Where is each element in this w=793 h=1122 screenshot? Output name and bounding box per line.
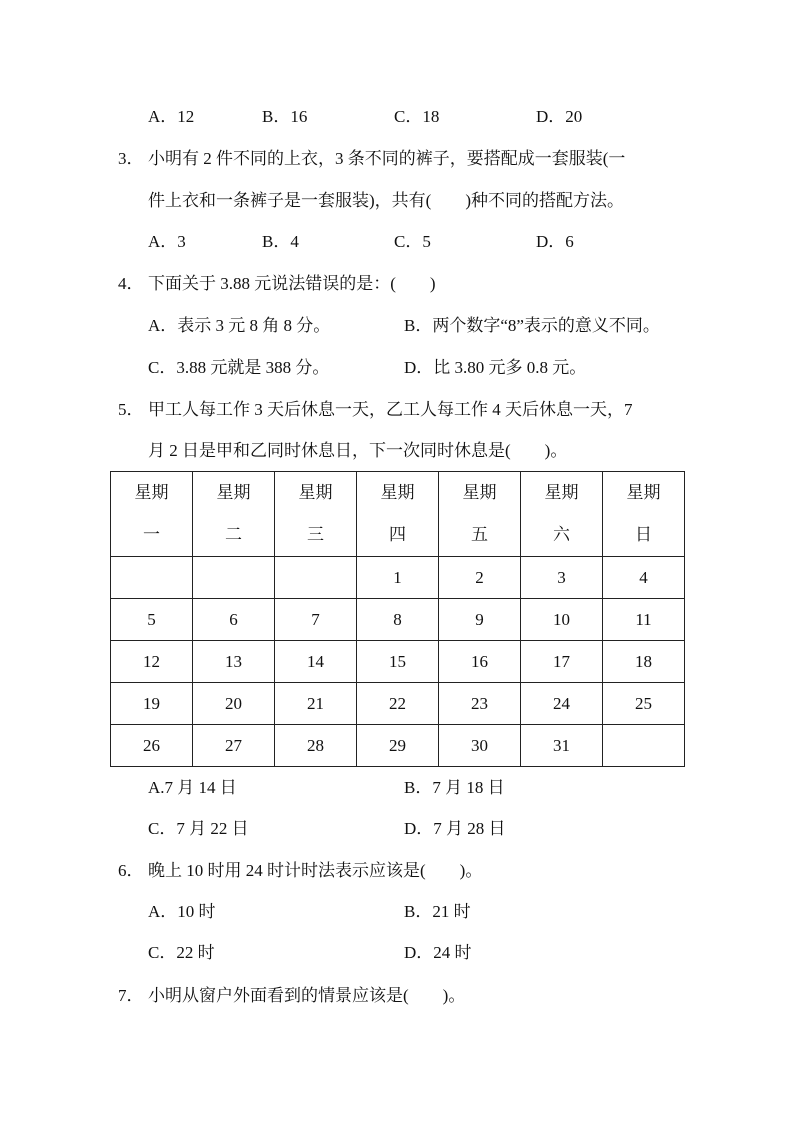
q4-option-d: D．比 3.80 元多 0.8 元。 — [404, 358, 587, 377]
calendar-cell: 13 — [193, 641, 275, 683]
q4-option-b: B．两个数字“8”表示的意义不同。 — [404, 316, 660, 335]
q2-option-a: A．12 — [148, 107, 195, 126]
calendar-cell: 23 — [439, 683, 521, 725]
calendar-cell: 27 — [193, 725, 275, 767]
header-cell: 星期 日 — [603, 472, 685, 557]
q6-number: 6． — [118, 861, 144, 880]
q5-option-c: C．7 月 22 日 — [148, 819, 249, 838]
q5-option-a: A.7 月 14 日 — [148, 778, 237, 797]
q6-text: 晚上 10 时用 24 时计时法表示应该是( )。 — [148, 861, 483, 880]
q3-text-line2: 件上衣和一条裤子是一套服装)，共有( )种不同的搭配方法。 — [148, 191, 624, 210]
calendar-cell: 11 — [603, 599, 685, 641]
calendar-cell: 6 — [193, 599, 275, 641]
q5-number: 5． — [118, 400, 144, 419]
calendar-row — [111, 683, 685, 725]
calendar-cell: 26 — [111, 725, 193, 767]
header-cell: 星期 四 — [357, 472, 439, 557]
q3-number: 3． — [118, 149, 144, 168]
q5-text-line1: 甲工人每工作 3 天后休息一天，乙工人每工作 4 天后休息一天，7 — [148, 400, 633, 419]
calendar-row — [111, 557, 685, 599]
header-cell: 星期 六 — [521, 472, 603, 557]
q4-number: 4． — [118, 274, 144, 293]
calendar-cell: 31 — [521, 725, 603, 767]
calendar-cell: 7 — [275, 599, 357, 641]
q3-option-a: A．3 — [148, 232, 186, 251]
calendar-cell: 28 — [275, 725, 357, 767]
q3-text-line1: 小明有 2 件不同的上衣，3 条不同的裤子，要搭配成一套服装(一 — [148, 149, 626, 168]
calendar-cell: 1 — [357, 557, 439, 599]
calendar-cell: 25 — [603, 683, 685, 725]
q4-text: 下面关于 3.88 元说法错误的是：( ) — [148, 274, 436, 293]
q3-option-c: C．5 — [394, 232, 431, 251]
calendar-cell: 4 — [603, 557, 685, 599]
calendar-cell: 15 — [357, 641, 439, 683]
calendar-row — [111, 599, 685, 641]
calendar-cell: 24 — [521, 683, 603, 725]
calendar-cell: 17 — [521, 641, 603, 683]
calendar-cell: 9 — [439, 599, 521, 641]
q5-option-d: D．7 月 28 日 — [404, 819, 506, 838]
calendar-cell: 2 — [439, 557, 521, 599]
q2-option-b: B．16 — [262, 107, 308, 126]
calendar-cell — [193, 557, 275, 599]
q4-option-a: A．表示 3 元 8 角 8 分。 — [148, 316, 331, 335]
q7-text: 小明从窗户外面看到的情景应该是( )。 — [148, 986, 466, 1005]
calendar-cell: 30 — [439, 725, 521, 767]
q6-option-d: D．24 时 — [404, 943, 472, 962]
q3-option-b: B．4 — [262, 232, 299, 251]
q6-option-c: C．22 时 — [148, 943, 215, 962]
calendar-cell — [111, 557, 193, 599]
calendar-row — [111, 725, 685, 767]
calendar-cell: 21 — [275, 683, 357, 725]
q7-number: 7． — [118, 986, 144, 1005]
calendar-cell: 12 — [111, 641, 193, 683]
calendar-row — [111, 641, 685, 683]
header-cell: 星期 五 — [439, 472, 521, 557]
calendar-cell: 8 — [357, 599, 439, 641]
calendar-cell: 29 — [357, 725, 439, 767]
calendar-cell: 18 — [603, 641, 685, 683]
calendar-cell: 22 — [357, 683, 439, 725]
header-cell: 星期 三 — [275, 472, 357, 557]
calendar-cell — [603, 725, 685, 767]
calendar-cell — [275, 557, 357, 599]
calendar-cell: 14 — [275, 641, 357, 683]
q3-option-d: D．6 — [536, 232, 574, 251]
calendar-cell: 5 — [111, 599, 193, 641]
q5-option-b: B．7 月 18 日 — [404, 778, 505, 797]
calendar-cell: 20 — [193, 683, 275, 725]
calendar-table — [110, 471, 685, 767]
calendar-cell: 3 — [521, 557, 603, 599]
header-cell: 星期 一 — [111, 472, 193, 557]
q4-option-c: C．3.88 元就是 388 分。 — [148, 358, 330, 377]
calendar-header-row — [111, 472, 685, 557]
calendar-cell: 19 — [111, 683, 193, 725]
calendar-cell: 10 — [521, 599, 603, 641]
q2-option-d: D．20 — [536, 107, 583, 126]
q5-text-line2: 月 2 日是甲和乙同时休息日，下一次同时休息是( )。 — [148, 441, 568, 460]
calendar-cell: 16 — [439, 641, 521, 683]
q6-option-a: A．10 时 — [148, 902, 216, 921]
header-cell: 星期 二 — [193, 472, 275, 557]
q2-option-c: C．18 — [394, 107, 440, 126]
q6-option-b: B．21 时 — [404, 902, 471, 921]
